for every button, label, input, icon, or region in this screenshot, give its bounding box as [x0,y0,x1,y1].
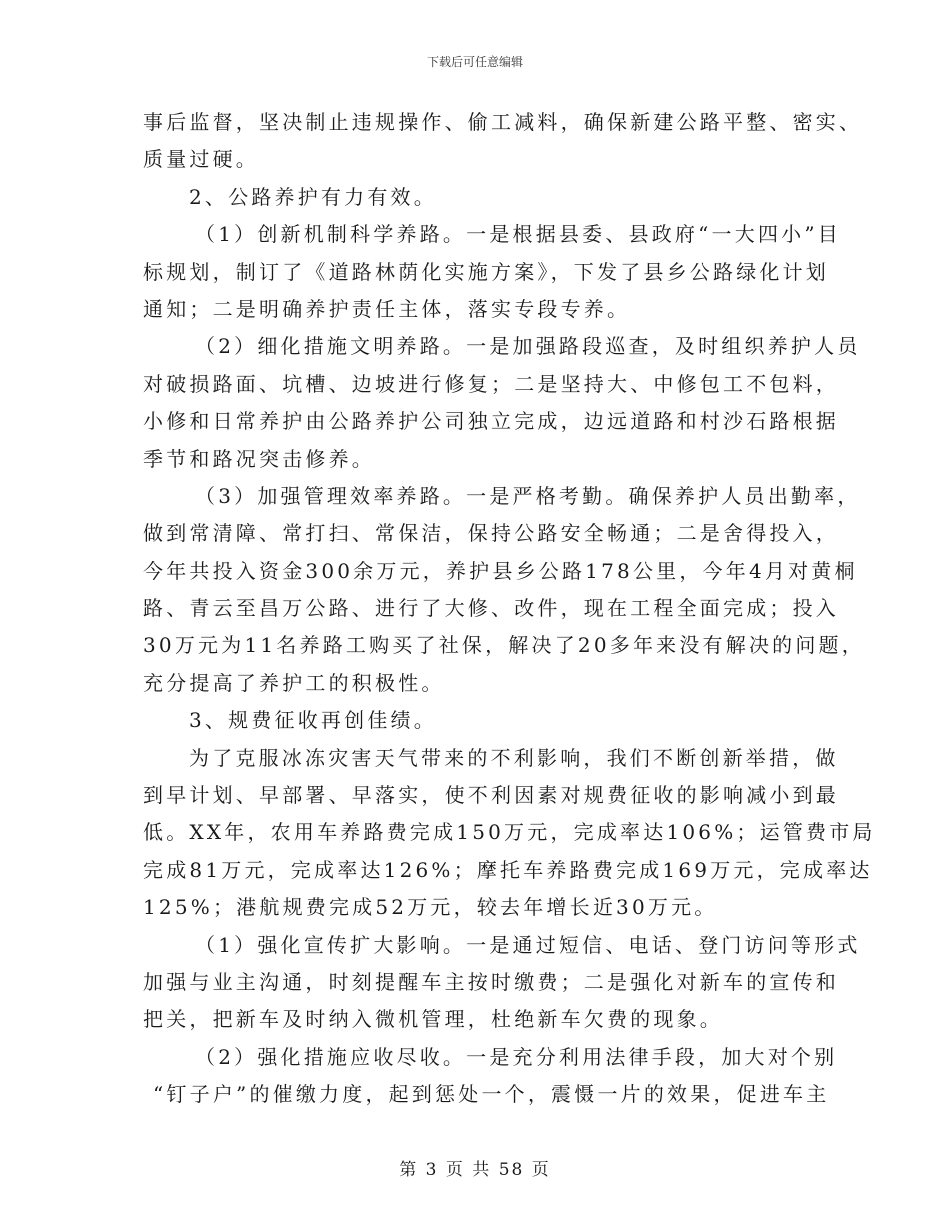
text-line: 2、公路养护有力有效。 [189,184,437,209]
text-line: 标规划，制订了《道路林荫化实施方案》，下发了县乡公路绿化计划 [143,259,829,284]
text-line: 小修和日常养护由公路养护公司独立完成，边远道路和村沙石路根据 [143,409,839,434]
document-body [143,104,876,1114]
text-line: 低。XX年，农用车养路费完成150万元，完成率达106%；运管费市局 [143,820,876,845]
text-line: 把关，把新车及时纳入微机管理，杜绝新车欠费的现象。 [143,1007,723,1032]
text-line: 今年共投入资金300余万元，养护县乡公路178公里，今年4月对黄桐 [143,558,858,583]
text-line: （1）强化宣传扩大影响。一是通过短信、电话、登门访问等形式 [195,932,861,957]
page-footer: 第 3 页 共 58 页 [399,1160,551,1180]
text-line: 质量过硬。 [143,147,259,172]
text-line: 3、规费征收再创佳绩。 [189,708,437,733]
text-line: 125%；港航规费完成52万元，较去年增长近30万元。 [143,895,718,920]
text-line: 对破损路面、坑槽、边坡进行修复；二是坚持大、中修包工不包料， [143,371,839,396]
text-line: （2）细化措施文明养路。一是加强路段巡查，及时组织养护人员 [195,334,861,359]
text-line: （1）创新机制科学养路。一是根据县委、县政府“一大四小”目 [195,222,841,247]
text-line: 到早计划、早部署、早落实，使不利因素对规费征收的影响减小到最 [143,783,839,808]
text-line: 通知；二是明确养护责任主体，落实专段专养。 [143,296,631,321]
text-line: 季节和路况突击修养。 [143,446,375,471]
text-line: “钉子户”的催缴力度，起到惩处一个，震慑一片的效果，促进车主 [153,1082,830,1107]
text-line: 做到常清障、常打扫、常保洁，保持公路安全畅通；二是舍得投入， [143,521,839,546]
text-line: 30万元为11名养路工购买了社保，解决了20多年来没有解决的问题， [143,633,865,658]
page-header: 下载后可任意编辑 [426,55,523,69]
text-line: 加强与业主沟通，时刻提醒车主按时缴费；二是强化对新车的宣传和 [143,969,839,994]
text-line: 为了克服冰冻灾害天气带来的不利影响，我们不断创新举措，做 [189,745,839,770]
text-line: 完成81万元，完成率达126%；摩托车养路费完成169万元，完成率达 [143,857,873,882]
text-line: （3）加强管理效率养路。一是严格考勤。确保养护人员出勤率， [195,483,861,508]
text-line: 事后监督，坚决制止违规操作、偷工减料，确保新建公路平整、密实、 [143,110,863,134]
text-line: （2）强化措施应收尽收。一是充分利用法律手段，加大对个别 [195,1044,838,1069]
text-line: 充分提高了养护工的积极性。 [143,670,445,695]
text-line: 路、青云至昌万公路、进行了大修、改件，现在工程全面完成；投入 [143,596,839,621]
